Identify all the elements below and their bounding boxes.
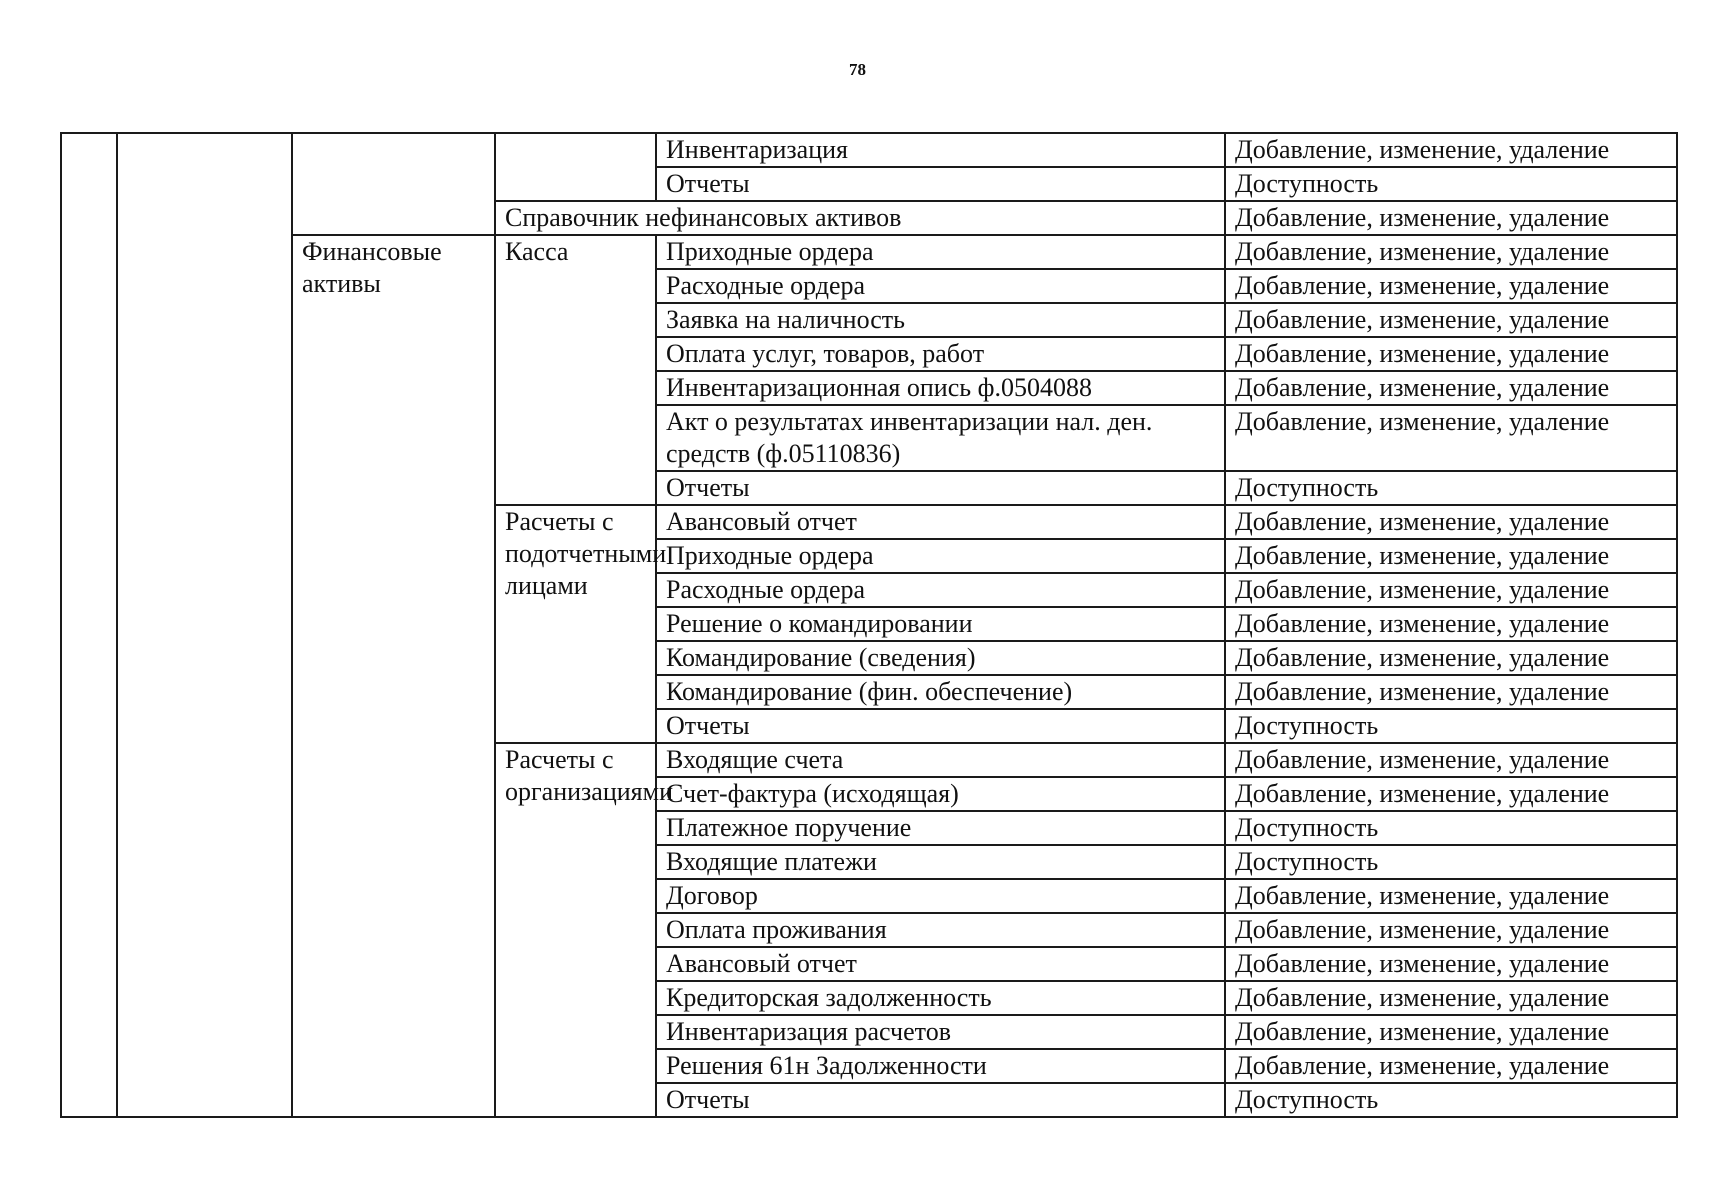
rights-cell: Добавление, изменение, удаление <box>1225 879 1677 913</box>
rights-cell: Добавление, изменение, удаление <box>1225 539 1677 573</box>
rights-cell: Добавление, изменение, удаление <box>1225 641 1677 675</box>
document-cell: Приходные ордера <box>656 539 1225 573</box>
document-cell: Авансовый отчет <box>656 947 1225 981</box>
rights-cell: Доступность <box>1225 845 1677 879</box>
rights-cell: Доступность <box>1225 811 1677 845</box>
rights-cell: Добавление, изменение, удаление <box>1225 607 1677 641</box>
group-cell: Расчеты с организациями <box>495 743 656 1117</box>
rights-cell: Доступность <box>1225 471 1677 505</box>
group-cell: Касса <box>495 235 656 505</box>
empty-cell-col2 <box>117 133 292 1117</box>
empty-cell-col4 <box>495 133 656 201</box>
directory-cell: Справочник нефинансовых активов <box>495 201 1225 235</box>
rights-cell: Добавление, изменение, удаление <box>1225 269 1677 303</box>
document-cell: Расходные ордера <box>656 269 1225 303</box>
rights-cell: Добавление, изменение, удаление <box>1225 303 1677 337</box>
table-row <box>61 235 1677 269</box>
rights-cell: Добавление, изменение, удаление <box>1225 133 1677 167</box>
document-cell: Заявка на наличность <box>656 303 1225 337</box>
rights-cell: Добавление, изменение, удаление <box>1225 405 1677 471</box>
document-cell: Командирование (сведения) <box>656 641 1225 675</box>
rights-cell: Добавление, изменение, удаление <box>1225 947 1677 981</box>
document-cell: Инвентаризация <box>656 133 1225 167</box>
document-cell: Отчеты <box>656 1083 1225 1117</box>
document-cell: Входящие платежи <box>656 845 1225 879</box>
rights-cell: Добавление, изменение, удаление <box>1225 981 1677 1015</box>
document-cell: Оплата проживания <box>656 913 1225 947</box>
rights-cell: Добавление, изменение, удаление <box>1225 371 1677 405</box>
document-cell: Входящие счета <box>656 743 1225 777</box>
rights-cell: Добавление, изменение, удаление <box>1225 505 1677 539</box>
rights-cell: Добавление, изменение, удаление <box>1225 201 1677 235</box>
document-cell: Оплата услуг, товаров, работ <box>656 337 1225 371</box>
document-cell: Счет-фактура (исходящая) <box>656 777 1225 811</box>
document-cell: Инвентаризация расчетов <box>656 1015 1225 1049</box>
document-cell: Приходные ордера <box>656 235 1225 269</box>
group-cell: Расчеты с подотчетными лицами <box>495 505 656 743</box>
document-cell: Авансовый отчет <box>656 505 1225 539</box>
document-cell: Расходные ордера <box>656 573 1225 607</box>
document-cell: Отчеты <box>656 167 1225 201</box>
rights-cell: Добавление, изменение, удаление <box>1225 235 1677 269</box>
page-number: 78 <box>849 60 866 79</box>
empty-cell-col3 <box>292 133 495 235</box>
rights-cell: Добавление, изменение, удаление <box>1225 1015 1677 1049</box>
rights-cell: Добавление, изменение, удаление <box>1225 913 1677 947</box>
document-cell: Договор <box>656 879 1225 913</box>
document-cell: Кредиторская задолженность <box>656 981 1225 1015</box>
document-cell: Командирование (фин. обеспечение) <box>656 675 1225 709</box>
rights-cell: Доступность <box>1225 1083 1677 1117</box>
document-cell: Решения 61н Задолженности <box>656 1049 1225 1083</box>
rights-cell: Добавление, изменение, удаление <box>1225 337 1677 371</box>
document-cell: Платежное поручение <box>656 811 1225 845</box>
rights-cell: Доступность <box>1225 167 1677 201</box>
empty-cell-col1 <box>61 133 117 1117</box>
rights-cell: Доступность <box>1225 709 1677 743</box>
category-cell: Финансовые активы <box>292 235 495 1117</box>
rights-cell: Добавление, изменение, удаление <box>1225 1049 1677 1083</box>
rights-cell: Добавление, изменение, удаление <box>1225 777 1677 811</box>
document-cell: Акт о результатах инвентаризации нал. ден. средств (ф.05110836) <box>656 405 1225 471</box>
document-cell: Инвентаризационная опись ф.0504088 <box>656 371 1225 405</box>
document-cell: Решение о командировании <box>656 607 1225 641</box>
table-row <box>61 133 1677 167</box>
access-rights-table <box>60 132 1678 1118</box>
document-cell: Отчеты <box>656 709 1225 743</box>
rights-cell: Добавление, изменение, удаление <box>1225 675 1677 709</box>
document-cell: Отчеты <box>656 471 1225 505</box>
rights-cell: Добавление, изменение, удаление <box>1225 743 1677 777</box>
rights-cell: Добавление, изменение, удаление <box>1225 573 1677 607</box>
